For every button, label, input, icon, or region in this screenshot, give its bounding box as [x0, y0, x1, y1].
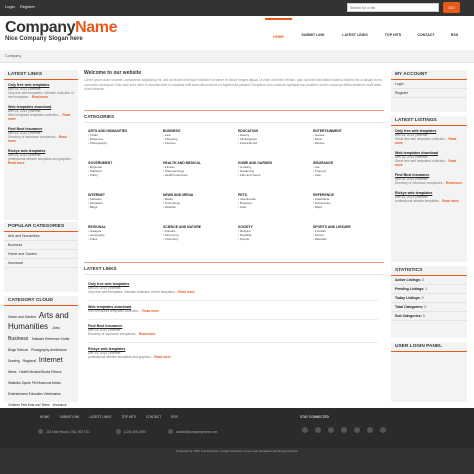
- cloud-tag[interactable]: Insurance: [52, 403, 67, 407]
- category-heading[interactable]: SPORTS AND LEISURE: [313, 225, 351, 229]
- entry-meta: Dec 15, 2014 | Internet: [88, 351, 121, 355]
- entry-excerpt: Great free web templates collection...: [395, 137, 448, 141]
- footer-link-home[interactable]: HOME: [40, 415, 50, 419]
- stat-row: [391, 303, 467, 312]
- category-block: [88, 129, 159, 145]
- stat-label: Active Listings:: [395, 278, 422, 282]
- entry-excerpt: Web templates templates collection....: [8, 113, 62, 117]
- category-heading[interactable]: REGIONAL: [88, 225, 106, 229]
- category-cloud-title: CATEGORY CLOUD: [4, 296, 78, 306]
- popular-categories-box: [4, 222, 78, 292]
- popular-category-item[interactable]: Insurance: [4, 259, 78, 268]
- entry-title[interactable]: Only free web templates: [395, 129, 437, 133]
- stat-row: [391, 285, 467, 294]
- category-heading[interactable]: GOVERNMENT: [88, 161, 113, 165]
- account-register-link[interactable]: Register: [391, 89, 467, 98]
- category-heading[interactable]: INSURANCE: [313, 161, 334, 165]
- subcategory-link[interactable]: • Weather: [163, 205, 234, 209]
- nav-top-hits[interactable]: TOP HITS: [384, 33, 402, 37]
- cloud-tag[interactable]: Humanities: [8, 322, 51, 331]
- stat-row: [391, 276, 467, 285]
- latest-links-title: LATEST LINKS: [4, 70, 78, 80]
- logo[interactable]: [5, 19, 117, 37]
- latest-links-main-title: LATEST LINKS: [84, 266, 117, 271]
- nav-rss[interactable]: RSS: [450, 33, 459, 37]
- subcategory-link[interactable]: • Financial Aid: [238, 141, 309, 145]
- stat-value: 2: [422, 278, 424, 282]
- entry-meta: Dec 25, 2013 | Internet: [395, 133, 428, 137]
- google-icon[interactable]: [328, 427, 334, 433]
- category-block: [163, 129, 234, 145]
- subcategory-link[interactable]: • Pharmacology: [163, 169, 234, 173]
- subcategory-link[interactable]: • Music: [313, 137, 384, 141]
- breadcrumb[interactable]: Company: [5, 54, 22, 58]
- footer-link-latest[interactable]: LATEST LINKS: [89, 415, 112, 419]
- subcategory-link[interactable]: • Religion: [238, 229, 309, 233]
- entry-excerpt: Great free web templates collection...: [395, 159, 448, 163]
- subcategory-link[interactable]: • History: [238, 133, 309, 137]
- subcategory-link[interactable]: • Shopping: [163, 137, 234, 141]
- cloud-tag[interactable]: Software Reference Crafts Blogs Science: [8, 337, 70, 352]
- facebook-icon[interactable]: [302, 427, 308, 433]
- divider: [88, 342, 378, 343]
- categories-grid: [88, 129, 388, 257]
- divider: [84, 262, 384, 263]
- category-heading[interactable]: INTERNET: [88, 193, 105, 197]
- list-item: [395, 173, 463, 185]
- read-more-link[interactable]: Read more: [31, 95, 49, 99]
- read-more-link[interactable]: Read more: [8, 161, 25, 165]
- footer-link-contact[interactable]: CONTACT: [145, 415, 162, 419]
- stat-row: [391, 312, 467, 321]
- read-more-link[interactable]: Read more: [445, 181, 463, 185]
- category-heading[interactable]: BUSINESS: [163, 129, 181, 133]
- read-more-link[interactable]: Read more: [8, 113, 71, 121]
- footer-link-tophits[interactable]: TOP HITS: [121, 415, 136, 419]
- category-block: [238, 161, 309, 177]
- subcategory-link[interactable]: • Technology: [163, 201, 234, 205]
- category-block: [238, 193, 309, 209]
- category-heading[interactable]: NEWS AND MEDIA: [163, 193, 194, 197]
- subcategory-link[interactable]: • Cooking: [238, 165, 309, 169]
- subcategory-link[interactable]: • Breeders: [238, 201, 309, 205]
- category-heading[interactable]: REFERENCE: [313, 193, 334, 197]
- entry-excerpt: Directory of insurance companies...: [88, 332, 138, 336]
- subcategory-link[interactable]: • Veterinarian: [238, 197, 309, 201]
- youtube-icon[interactable]: [367, 427, 373, 433]
- phone-icon: [116, 429, 121, 434]
- my-account-title: MY ACCOUNT: [391, 70, 467, 80]
- subcategory-link[interactable]: • Games: [313, 133, 384, 137]
- subcategory-link[interactable]: • Crafts: [88, 133, 159, 137]
- subcategory-link[interactable]: • Hardware: [88, 201, 159, 205]
- entry-title[interactable]: Find Best Insurance: [395, 173, 430, 177]
- category-block: [313, 161, 384, 177]
- category-heading[interactable]: EDUCATION: [238, 129, 258, 133]
- subcategory-link[interactable]: • People: [238, 237, 309, 241]
- entry-meta: Dec 15, 2013 | Internet: [395, 195, 428, 199]
- subcategory-link[interactable]: • Football: [313, 229, 384, 233]
- divider: [88, 300, 378, 301]
- subcategory-link[interactable]: • Photography: [88, 141, 159, 145]
- subcategory-link[interactable]: • Chemistry: [163, 237, 234, 241]
- welcome-title: Welcome to our website: [84, 70, 142, 76]
- list-item: [88, 305, 378, 313]
- subcategory-link[interactable]: • Baseball: [313, 237, 384, 241]
- twitter-icon[interactable]: [315, 427, 321, 433]
- subcategory-link[interactable]: • Animals: [163, 229, 234, 233]
- footer-nav: [40, 415, 178, 419]
- category-block: [238, 225, 309, 241]
- entry-excerpt: Only free web templates, Ultimate collection of free templates...: [8, 91, 74, 99]
- list-item: [395, 129, 463, 145]
- subcategory-link[interactable]: • Statistics: [88, 169, 159, 173]
- list-item: [395, 191, 463, 203]
- cloud-tag[interactable]: Jobs: [52, 326, 60, 330]
- entry-excerpt: Directory of insurance companies...: [395, 181, 445, 185]
- logo-part2: Name: [75, 19, 118, 36]
- categories-title: CATEGORIES: [84, 114, 115, 119]
- email-text[interactable]: contact@companyname.com: [176, 429, 218, 434]
- search-input[interactable]: [347, 3, 439, 12]
- read-more-link[interactable]: Read more: [442, 199, 459, 203]
- cloud-tag[interactable]: Business: [8, 336, 30, 342]
- entry-meta: Dec 15, 2013 | Internet: [395, 177, 428, 181]
- my-account-box: [391, 70, 467, 112]
- list-item: [88, 282, 378, 294]
- phone-text: (123) 456-7890: [124, 429, 146, 434]
- stat-value: 0: [421, 296, 424, 300]
- entry-title[interactable]: Web templates download: [8, 105, 52, 109]
- latest-links-box: [4, 70, 78, 220]
- read-more-link[interactable]: Read more: [178, 290, 195, 294]
- category-cloud-box: [4, 296, 78, 407]
- divider: [84, 110, 384, 111]
- read-more-link[interactable]: Read more: [8, 135, 67, 143]
- category-block: [88, 193, 159, 209]
- category-block: [88, 161, 159, 177]
- stat-label: Today Listings:: [395, 296, 421, 300]
- footer-email: [168, 429, 217, 434]
- subcategory-link[interactable]: • Property: [313, 169, 384, 173]
- cloud-tag[interactable]: Photography Architecture Drawing: [8, 348, 67, 363]
- subcategory-link[interactable]: • Law: [163, 133, 234, 137]
- footer-link-rss[interactable]: RSS: [171, 415, 178, 419]
- entry-title[interactable]: Find Best Insurance: [88, 324, 123, 328]
- category-block: [313, 193, 384, 209]
- entry-title[interactable]: Rickys web templates: [395, 191, 433, 195]
- subcategory-link[interactable]: • Soccer: [313, 233, 384, 237]
- entry-title[interactable]: Rickys web templates: [8, 149, 46, 153]
- entry-excerpt: Web templates templates collection....: [88, 309, 142, 313]
- cloud-tag[interactable]: News: [8, 370, 18, 374]
- entry-title[interactable]: Find Best Insurance: [8, 127, 43, 131]
- list-item: [8, 83, 74, 99]
- subcategory-link[interactable]: • Regional: [88, 165, 159, 169]
- list-item: [88, 347, 378, 359]
- footer-link-submit[interactable]: SUBMIT LINK: [59, 415, 80, 419]
- list-item: [8, 149, 74, 165]
- subcategory-link[interactable]: • Maps: [313, 205, 384, 209]
- read-more-link[interactable]: Read more: [395, 137, 457, 145]
- list-item: [395, 151, 463, 167]
- breadcrumb-strip: [0, 50, 474, 63]
- entry-meta: Dec 15, 2013 | Internet: [8, 109, 41, 113]
- statistics-box: [391, 266, 467, 338]
- nav-home[interactable]: HOME: [265, 18, 292, 52]
- category-heading[interactable]: PETS: [238, 193, 247, 197]
- category-heading[interactable]: SCIENCE AND NATURE: [163, 225, 202, 229]
- nav-submit-link[interactable]: SUBMIT LINK: [301, 33, 325, 37]
- category-heading[interactable]: ENTERTAINMENT: [313, 129, 342, 133]
- subcategory-link[interactable]: • Movies: [313, 141, 384, 145]
- category-heading[interactable]: SOCIETY: [238, 225, 253, 229]
- user-login-panel-box: [391, 342, 467, 402]
- entry-meta: Dec 25, 2013 | Internet: [8, 87, 41, 91]
- list-item: [88, 324, 378, 336]
- rss-icon[interactable]: [354, 427, 360, 433]
- read-more-link[interactable]: Read more: [395, 159, 457, 167]
- category-block: [163, 161, 234, 177]
- subcategory-link[interactable]: • Auto: [313, 173, 384, 177]
- footer-address: [38, 429, 90, 434]
- subcategory-link[interactable]: • Cities: [88, 237, 159, 241]
- subcategory-link[interactable]: • Disability: [238, 233, 309, 237]
- subcategory-link[interactable]: • Gadgets: [88, 229, 159, 233]
- entry-meta: Dec 25, 2014 | Internet: [88, 286, 121, 290]
- cloud-tag[interactable]: Regional: [22, 359, 37, 363]
- statistics-title: STATISTICS: [391, 266, 467, 276]
- subcategory-link[interactable]: • Classifieds: [313, 197, 384, 201]
- divider: [84, 122, 384, 123]
- entry-excerpt: professional website templates and graphics...: [8, 157, 74, 161]
- popular-category-item[interactable]: Business: [4, 241, 78, 250]
- popular-category-item[interactable]: Home and Garden: [4, 250, 78, 259]
- subcategory-link[interactable]: • Blogs: [88, 205, 159, 209]
- location-icon: [38, 429, 43, 434]
- pinterest-icon[interactable]: [380, 427, 386, 433]
- subcategory-link[interactable]: • Health Insurance: [163, 173, 234, 177]
- subcategory-link[interactable]: • Cats: [238, 205, 309, 209]
- entry-excerpt: Only free web templates, Ultimate collection of free templates...: [88, 290, 178, 294]
- category-heading[interactable]: HOME AND GARDEN: [238, 161, 272, 165]
- entry-meta: Dec 15, 2013 | Internet: [8, 153, 41, 157]
- subcategory-link[interactable]: • Software: [88, 197, 159, 201]
- subcategory-link[interactable]: • Gardening: [238, 169, 309, 173]
- read-more-link[interactable]: Read more: [142, 309, 159, 313]
- subcategory-link[interactable]: • Policy: [88, 173, 159, 177]
- welcome-text: Lorem ipsum dolor sit amet, consectetur adipisicing elit, sed do eiusmod tempor incididunt ut labore et dolore magna aliqua. Ut enim ad minim veniam, quis nostrud exercitation ullamco laboris nisi ut aliquip ex ea commodo consequat. Duis aute irure dolor in reprehenderit in voluptate velit esse cillum dolore eu fugiat nulla pariatur. Excepteur sint occaecat cupidatat non proident, sunt in culpa qui officia deserunt mollit anim id est laborum.: [84, 78, 382, 91]
- subcategory-link[interactable]: • Geography: [88, 233, 159, 237]
- latest-links-main: [88, 282, 378, 359]
- logo-part1: Company: [5, 19, 76, 36]
- list-item: [8, 105, 74, 121]
- list-item: [8, 127, 74, 143]
- stay-connected-title: STAY CONNECTED: [300, 415, 329, 419]
- subcategory-link[interactable]: • Kindergarten: [238, 137, 309, 141]
- stat-label: Pending Listings:: [395, 287, 425, 291]
- address-text: 234 Main Road, USA, 002 TG1: [46, 429, 91, 434]
- stat-value: 1: [425, 287, 428, 291]
- subcategory-link[interactable]: • Finance: [163, 141, 234, 145]
- read-more-link[interactable]: Read more: [138, 332, 156, 336]
- divider: [84, 274, 384, 275]
- latest-listings-box: [391, 116, 467, 262]
- category-block: [163, 225, 234, 241]
- cloud-tag[interactable]: Internet: [38, 357, 63, 364]
- powered-by: Powered by: PHP Link Directory | Great collection of free web templates and design service: [176, 449, 298, 453]
- subcategory-link[interactable]: • Rádio: [163, 197, 234, 201]
- popular-categories-title: POPULAR CATEGORIES: [4, 222, 78, 232]
- entry-title[interactable]: Only free web templates: [8, 83, 50, 87]
- slogan: Nice Company Slogan here: [5, 36, 83, 42]
- entry-meta: Dec 15, 2013 | Internet: [395, 155, 428, 159]
- entry-excerpt: Directory of insurance companies...: [8, 135, 58, 139]
- entry-excerpt: professional website templates...: [395, 199, 442, 203]
- linkedin-icon[interactable]: [341, 427, 347, 433]
- stat-value: 0: [422, 314, 425, 318]
- top-register-link[interactable]: Register: [20, 4, 35, 9]
- nav-latest-links[interactable]: LATEST LINKS: [342, 33, 368, 37]
- entry-meta: Dec 15, 2014 | Internet: [88, 328, 121, 332]
- subcategory-link[interactable]: • Dictionaries: [313, 201, 384, 205]
- category-block: [313, 225, 384, 241]
- nav-contact[interactable]: CONTACT: [417, 33, 435, 37]
- subcategory-link[interactable]: • Life: [313, 165, 384, 169]
- mail-icon: [168, 429, 173, 434]
- cloud-tag[interactable]: Arts and: [38, 311, 69, 320]
- category-cloud: [4, 306, 78, 413]
- category-heading[interactable]: HEALTH AND MEDICAL: [163, 161, 202, 165]
- subcategory-link[interactable]: • Fitness: [163, 165, 234, 169]
- footer-phone: [116, 429, 146, 434]
- stat-label: Sub Categories:: [395, 314, 422, 318]
- category-block: [88, 225, 159, 241]
- cloud-tag[interactable]: Entertainment Education Veterinarian: [8, 392, 61, 396]
- subcategory-link[interactable]: • Astronomy: [163, 233, 234, 237]
- entry-title[interactable]: Web templates download: [88, 305, 132, 309]
- entry-meta: Dec 15, 2013 | Internet: [8, 131, 41, 135]
- entry-excerpt: professional website templates and graphics...: [88, 355, 154, 359]
- cloud-tag[interactable]: Home and Garden: [8, 315, 37, 319]
- user-login-panel-title: USER LOGIN PANEL: [391, 342, 467, 352]
- subcategory-link[interactable]: • Museums: [88, 137, 159, 141]
- cloud-tag[interactable]: Statistics Sports Pet Museums Artists: [8, 381, 61, 385]
- read-more-link[interactable]: Read more: [154, 355, 171, 359]
- latest-listings-title: LATEST LISTINGS: [391, 116, 467, 126]
- category-block: [238, 129, 309, 145]
- subcategory-link[interactable]: • Kids and Teens: [238, 173, 309, 177]
- category-heading[interactable]: ARTS AND HUMANITIES: [88, 129, 128, 133]
- category-block: [163, 193, 234, 209]
- stat-label: Total Categories:: [395, 305, 424, 309]
- search-go-button[interactable]: GO: [443, 2, 460, 13]
- popular-category-item[interactable]: Arts and Humanities: [4, 232, 78, 241]
- stat-row: [391, 294, 467, 303]
- cloud-tag[interactable]: Health Medical Books Fitness: [19, 370, 62, 374]
- divider: [88, 319, 378, 320]
- top-login-link[interactable]: Login: [5, 4, 15, 9]
- entry-title[interactable]: Web templates download: [395, 151, 439, 155]
- entry-title[interactable]: Only free web templates: [88, 282, 130, 286]
- social-icons: [302, 427, 386, 433]
- entry-title[interactable]: Rickys web templates: [88, 347, 126, 351]
- category-block: [313, 129, 384, 145]
- stat-value: 0: [424, 305, 427, 309]
- cloud-tag[interactable]: Children Pets Kids and Teens: [8, 403, 51, 407]
- account-login-link[interactable]: Login: [391, 80, 467, 89]
